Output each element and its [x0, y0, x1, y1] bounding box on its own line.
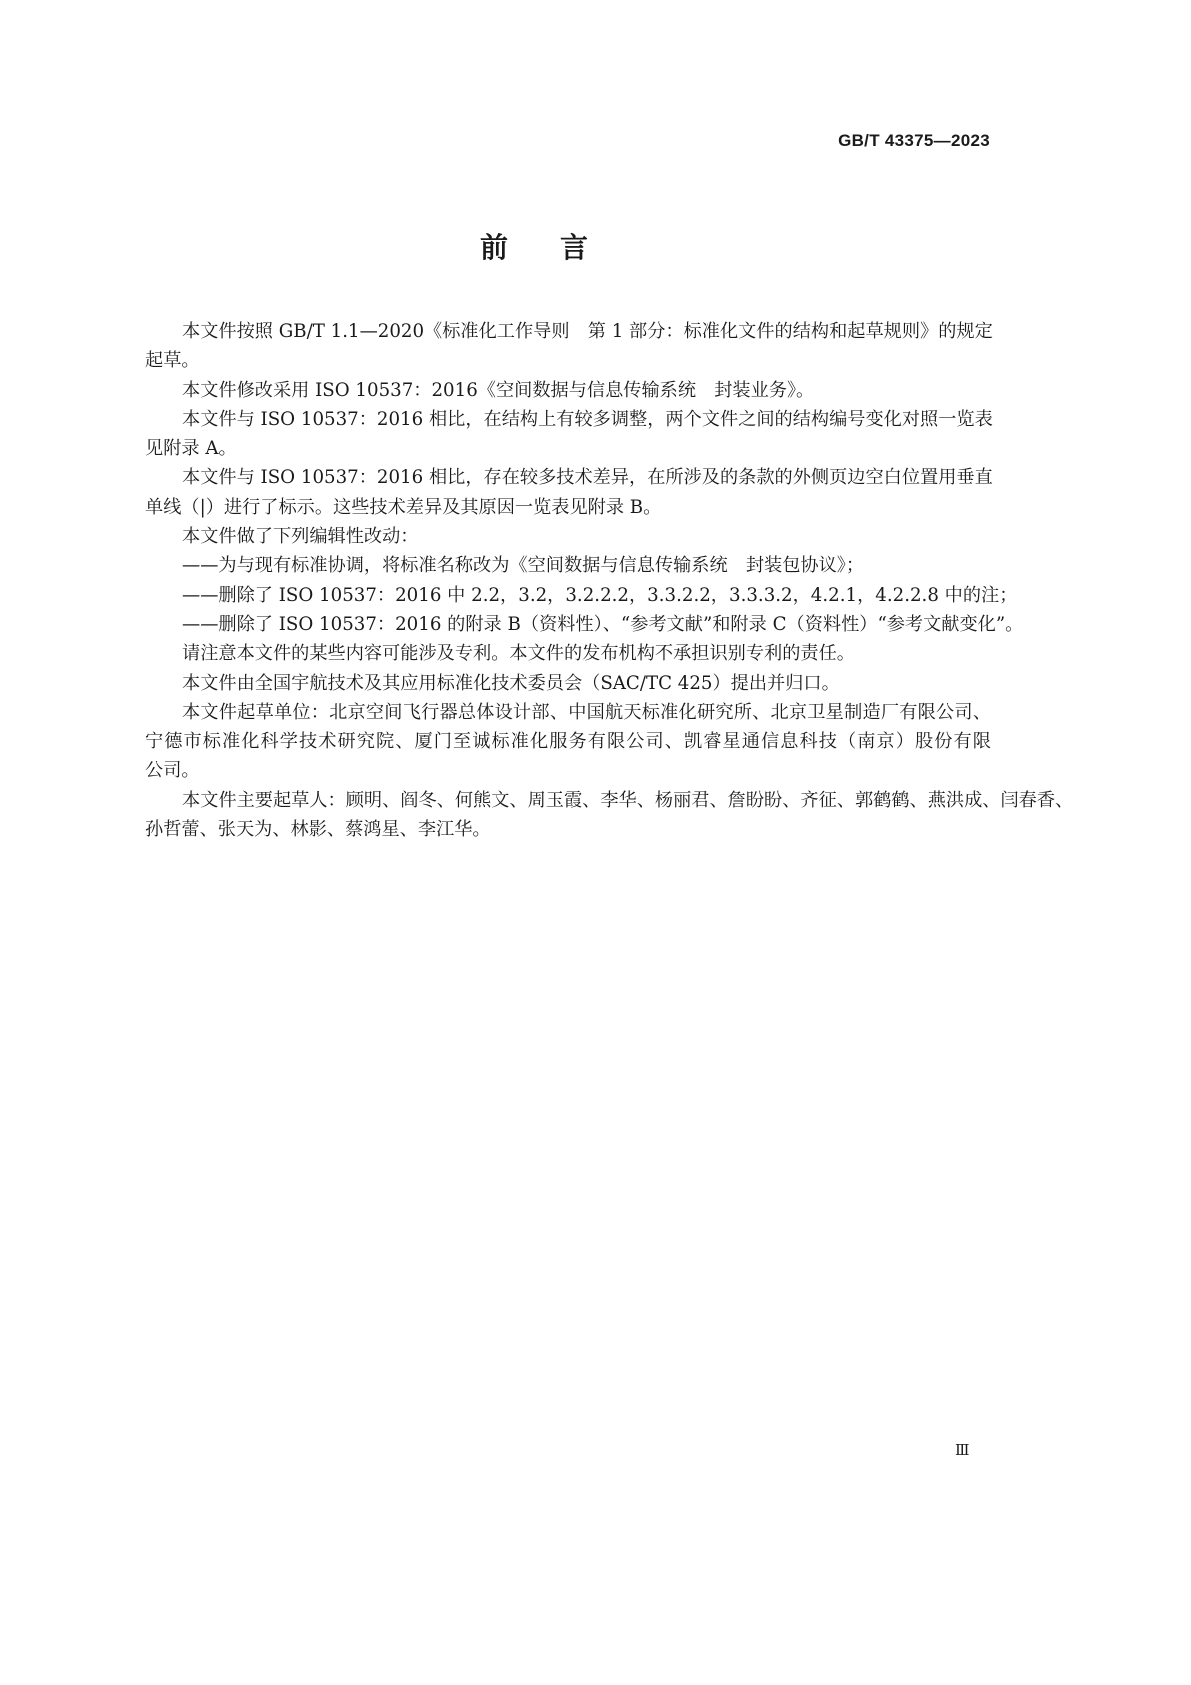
paragraph-line: 公司。: [145, 760, 200, 782]
paragraph-line: 孙哲蕾、张天为、林影、蔡鸿星、李江华。: [145, 819, 491, 841]
paragraph-line: 本文件做了下列编辑性改动：: [182, 526, 419, 548]
paragraph: [145, 317, 991, 376]
paragraph: [145, 551, 991, 580]
page-number: Ⅲ: [955, 1441, 970, 1459]
paragraph-line: 起草。: [145, 350, 200, 372]
paragraph-line: ——为与现有标准协调，将标准名称改为《空间数据与信息传输系统 封装包协议》；: [182, 555, 865, 577]
paragraph: [145, 669, 991, 698]
standard-number: GB/T 43375—2023: [838, 131, 990, 150]
paragraph-line: 本文件主要起草人：顾明、阎冬、何熊文、周玉霞、李华、杨丽君、詹盼盼、齐征、郭鹤鹤、燕洪成、闫春香、: [182, 789, 1074, 811]
paragraph-line: 本文件与 ISO 10537：2016 相比，在结构上有较多调整，两个文件之间的结构编号变化对照一览表: [182, 408, 993, 430]
paragraph-line: ——删除了 ISO 10537：2016 中 2.2，3.2，3.2.2.2，3.3.2.2，3.3.3.2，4.2.1，4.2.2.8 中的注；: [182, 584, 1018, 606]
page-title: 前言: [479, 231, 640, 264]
paragraph-line: 本文件按照 GB/T 1.1—2020《标准化工作导则 第 1 部分：标准化文件的结构和起草规则》的规定: [182, 321, 993, 342]
paragraph-line: 请注意本文件的某些内容可能涉及专利。本文件的发布机构不承担识别专利的责任。: [182, 643, 855, 665]
document-body: [145, 317, 1074, 844]
paragraph-line: 见附录 A。: [145, 438, 237, 460]
paragraph: [145, 463, 991, 522]
paragraph: [145, 610, 1024, 639]
paragraph-line: 本文件修改采用 ISO 10537：2016《空间数据与信息传输系统 封装业务》。: [182, 379, 815, 401]
paragraph-line: ——删除了 ISO 10537：2016 的附录 B（资料性）、“参考文献”和附录 C（资料性）“参考文献变化”。: [182, 613, 1024, 635]
paragraph: [145, 405, 991, 464]
paragraph-line: 本文件由全国宇航技术及其应用标准化技术委员会（SAC/TC 425）提出并归口。: [182, 672, 840, 694]
paragraph-line: 宁德市标准化科学技术研究院、厦门至诚标准化服务有限公司、凯睿星通信息科技（南京）股份有限: [145, 731, 991, 753]
paragraph: [145, 522, 991, 551]
paragraph-line: 本文件起草单位：北京空间飞行器总体设计部、中国航天标准化研究所、北京卫星制造厂有限公司、: [182, 701, 991, 723]
paragraph-line: 本文件与 ISO 10537：2016 相比，存在较多技术差异，在所涉及的条款的外侧页边空白位置用垂直: [182, 467, 993, 489]
paragraph: [145, 376, 991, 405]
paragraph-line: 单线（|）进行了标示。这些技术差异及其原因一览表见附录 B。: [145, 496, 662, 518]
paragraph: [145, 786, 1074, 845]
paragraph: [145, 639, 991, 668]
paragraph: [145, 698, 991, 786]
paragraph: [145, 581, 1018, 610]
